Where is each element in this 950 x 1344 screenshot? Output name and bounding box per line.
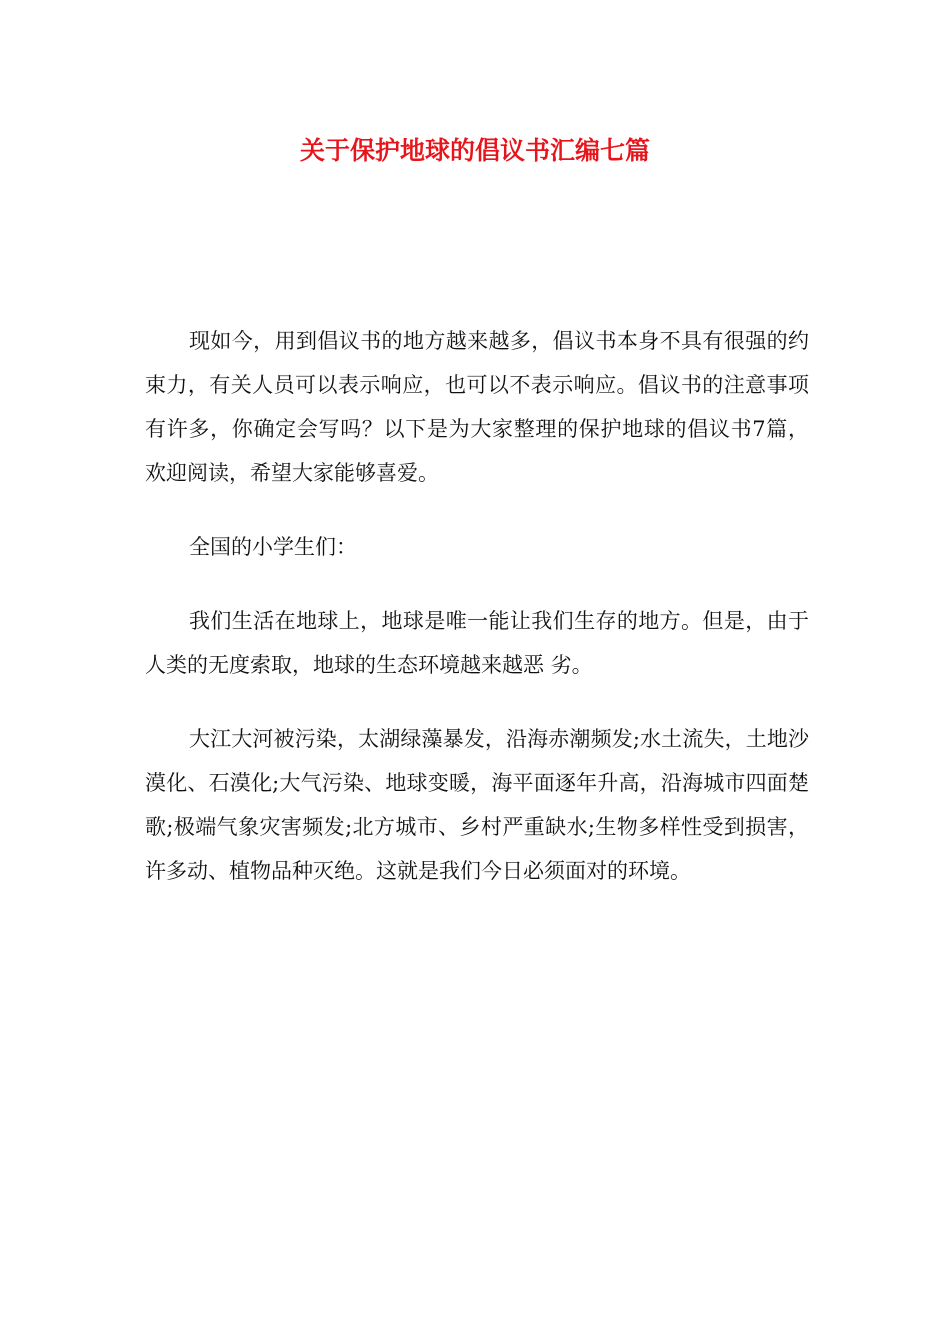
paragraph-environment: 大江大河被污染，太湖绿藻暴发，沿海赤潮频发;水土流失，土地沙漠化、石漠化;大气污染、地球变暖，海平面逐年升高，沿海城市四面楚歌;极端气象灾害频发;北方城市、乡村严重缺水;生物多样性受到损害，许多动、植物品种灭绝。这就是我们今日必须面对的环境。 <box>145 727 809 883</box>
document-title: 关于保护地球的倡议书汇编七篇 <box>299 136 650 165</box>
paragraph-salutation: 全国的小学生们： <box>189 535 357 559</box>
paragraph-situation: 我们生活在地球上，地球是唯一能让我们生存的地方。但是，由于人类的无度索取，地球的生态环境越来越恶 劣。 <box>145 609 809 677</box>
paragraph-intro: 现如今，用到倡议书的地方越来越多，倡议书本身不具有很强的约束力，有关人员可以表示响应，也可以不表示响应。倡议书的注意事项有许多，你确定会写吗？以下是为大家整理的保护地球的倡议书7篇，欢迎阅读，希望大家能够喜爱。 <box>145 329 809 485</box>
document-body <box>145 319 809 923</box>
